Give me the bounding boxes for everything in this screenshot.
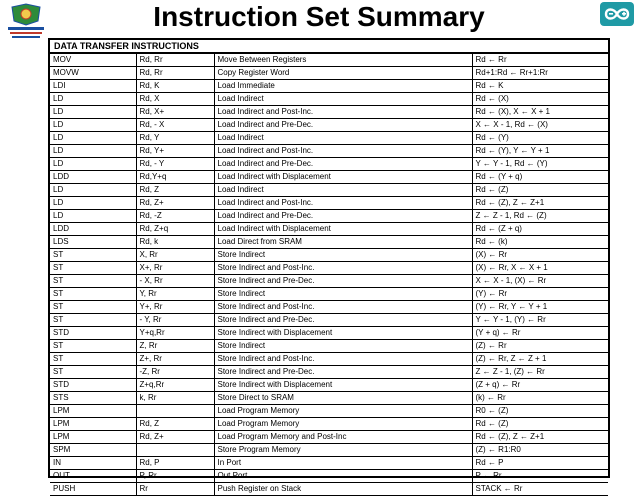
mnemonic-cell: LD — [50, 132, 136, 145]
operation-cell: (Z) ← Rr — [472, 340, 608, 353]
table-row — [50, 249, 608, 262]
mnemonic-cell: LD — [50, 184, 136, 197]
operation-cell: Rd ← Rr — [472, 54, 608, 67]
operation-cell: Z ← Z - 1, (Z) ← Rr — [472, 366, 608, 379]
operands-cell: - Y, Rr — [136, 314, 214, 327]
description-cell: Load Indirect with Displacement — [214, 171, 472, 184]
operation-cell: Rd ← (k) — [472, 236, 608, 249]
instruction-rows — [50, 54, 608, 496]
description-cell: Push Register on Stack — [214, 483, 472, 496]
table-row — [50, 392, 608, 405]
operands-cell: P, Rr — [136, 470, 214, 483]
table-row — [50, 80, 608, 93]
table-row — [50, 288, 608, 301]
description-cell: Copy Register Word — [214, 67, 472, 80]
table-row — [50, 197, 608, 210]
mnemonic-cell: LPM — [50, 431, 136, 444]
description-cell: Move Between Registers — [214, 54, 472, 67]
operation-cell: (X) ← Rr, X ← X + 1 — [472, 262, 608, 275]
mnemonic-cell: ST — [50, 275, 136, 288]
description-cell: Store Direct to SRAM — [214, 392, 472, 405]
operands-cell: X+, Rr — [136, 262, 214, 275]
operands-cell: Rd, X — [136, 93, 214, 106]
operation-cell: (k) ← Rr — [472, 392, 608, 405]
table-row — [50, 223, 608, 236]
operation-cell: R0 ← (Z) — [472, 405, 608, 418]
mnemonic-cell: ST — [50, 353, 136, 366]
mnemonic-cell: LD — [50, 93, 136, 106]
description-cell: Load Indirect — [214, 132, 472, 145]
mnemonic-cell: ST — [50, 301, 136, 314]
operation-cell: Rd ← P — [472, 457, 608, 470]
operands-cell: Rd, Z+q — [136, 223, 214, 236]
operands-cell: Rr — [136, 483, 214, 496]
table-row — [50, 379, 608, 392]
operation-cell: (Z + q) ← Rr — [472, 379, 608, 392]
operation-cell: Y ← Y - 1, Rd ← (Y) — [472, 158, 608, 171]
mnemonic-cell: IN — [50, 457, 136, 470]
operands-cell — [136, 405, 214, 418]
operation-cell: Rd+1:Rd ← Rr+1:Rr — [472, 67, 608, 80]
mnemonic-cell: PUSH — [50, 483, 136, 496]
mnemonic-cell: ST — [50, 288, 136, 301]
description-cell: Store Indirect and Pre-Dec. — [214, 314, 472, 327]
description-cell: Load Immediate — [214, 80, 472, 93]
operands-cell: Rd, P — [136, 457, 214, 470]
table-row — [50, 340, 608, 353]
table-row — [50, 301, 608, 314]
mnemonic-cell: LDD — [50, 223, 136, 236]
operation-cell: (Y + q) ← Rr — [472, 327, 608, 340]
operands-cell: Rd, Z — [136, 418, 214, 431]
operation-cell: Rd ← (X) — [472, 93, 608, 106]
table-row — [50, 171, 608, 184]
table-row — [50, 67, 608, 80]
description-cell: Load Indirect — [214, 93, 472, 106]
description-cell: Store Indirect and Post-Inc. — [214, 301, 472, 314]
mnemonic-cell: STS — [50, 392, 136, 405]
operands-cell: Y+q,Rr — [136, 327, 214, 340]
description-cell: Store Indirect and Post-Inc. — [214, 353, 472, 366]
operation-cell: Z ← Z - 1, Rd ← (Z) — [472, 210, 608, 223]
operands-cell: Rd,Y+q — [136, 171, 214, 184]
table-row — [50, 210, 608, 223]
operation-cell: Rd ← (Y), Y ← Y + 1 — [472, 145, 608, 158]
description-cell: Store Indirect with Displacement — [214, 327, 472, 340]
operands-cell: Rd, Rr — [136, 67, 214, 80]
table-row — [50, 275, 608, 288]
description-cell: Store Indirect and Post-Inc. — [214, 262, 472, 275]
description-cell: Load Indirect and Post-Inc. — [214, 106, 472, 119]
operands-cell: -Z, Rr — [136, 366, 214, 379]
table-row — [50, 158, 608, 171]
operation-cell: Rd ← (Y + q) — [472, 171, 608, 184]
operation-cell: Rd ← (Z) — [472, 418, 608, 431]
operands-cell: Rd, Rr — [136, 54, 214, 67]
mnemonic-cell: LD — [50, 106, 136, 119]
operands-cell: Rd, K — [136, 80, 214, 93]
mnemonic-cell: LD — [50, 119, 136, 132]
operation-cell: P ← Rr — [472, 470, 608, 483]
section-header: DATA TRANSFER INSTRUCTIONS — [50, 40, 608, 53]
table-row — [50, 54, 608, 67]
operation-cell: Y ← Y - 1, (Y) ← Rr — [472, 314, 608, 327]
mnemonic-cell: LD — [50, 210, 136, 223]
description-cell: Store Indirect and Pre-Dec. — [214, 275, 472, 288]
mnemonic-cell: ST — [50, 314, 136, 327]
mnemonic-cell: ST — [50, 340, 136, 353]
mnemonic-cell: OUT — [50, 470, 136, 483]
mnemonic-cell: LD — [50, 145, 136, 158]
operands-cell: Rd, -Z — [136, 210, 214, 223]
operands-cell: X, Rr — [136, 249, 214, 262]
operands-cell: Rd, Y — [136, 132, 214, 145]
mnemonic-cell: ST — [50, 249, 136, 262]
table-row — [50, 405, 608, 418]
operands-cell: Rd, - X — [136, 119, 214, 132]
instruction-table — [48, 38, 610, 493]
mnemonic-cell: STD — [50, 379, 136, 392]
operation-cell: Rd ← (Y) — [472, 132, 608, 145]
table-row — [50, 444, 608, 457]
table-row — [50, 119, 608, 132]
table-row — [50, 431, 608, 444]
operands-cell: Rd, k — [136, 236, 214, 249]
table-row — [50, 353, 608, 366]
operands-cell — [136, 444, 214, 457]
description-cell: Load Direct from SRAM — [214, 236, 472, 249]
operands-cell: Z+, Rr — [136, 353, 214, 366]
operands-cell: Z+q,Rr — [136, 379, 214, 392]
mnemonic-cell: LDD — [50, 171, 136, 184]
description-cell: Load Indirect with Displacement — [214, 223, 472, 236]
mnemonic-cell: MOVW — [50, 67, 136, 80]
table-row — [50, 93, 608, 106]
page-title: Instruction Set Summary — [153, 1, 485, 32]
table-row — [50, 132, 608, 145]
mnemonic-cell: LD — [50, 158, 136, 171]
description-cell: Load Indirect and Post-Inc. — [214, 197, 472, 210]
operation-cell: X ← X - 1, Rd ← (X) — [472, 119, 608, 132]
mnemonic-cell: LD — [50, 197, 136, 210]
table-row — [50, 327, 608, 340]
operation-cell: Rd ← (Z), Z ← Z+1 — [472, 431, 608, 444]
description-cell: Load Program Memory — [214, 405, 472, 418]
operation-cell: Rd ← (X), X ← X + 1 — [472, 106, 608, 119]
operation-cell: (Y) ← Rr, Y ← Y + 1 — [472, 301, 608, 314]
operands-cell: Rd, Z+ — [136, 431, 214, 444]
table-row — [50, 483, 608, 496]
mnemonic-cell: MOV — [50, 54, 136, 67]
mnemonic-cell: LPM — [50, 405, 136, 418]
description-cell: Load Program Memory — [214, 418, 472, 431]
operation-cell: (Z) ← R1:R0 — [472, 444, 608, 457]
operands-cell: Rd, Z+ — [136, 197, 214, 210]
description-cell: Store Indirect and Pre-Dec. — [214, 366, 472, 379]
table-row — [50, 262, 608, 275]
table-row — [50, 314, 608, 327]
mnemonic-cell: LPM — [50, 418, 136, 431]
mnemonic-cell: LDS — [50, 236, 136, 249]
operation-cell: (Y) ← Rr — [472, 288, 608, 301]
infinity-logo-icon — [600, 2, 634, 26]
description-cell: Store Indirect — [214, 340, 472, 353]
operation-cell: Rd ← (Z) — [472, 184, 608, 197]
description-cell: Load Indirect and Pre-Dec. — [214, 119, 472, 132]
operands-cell: Z, Rr — [136, 340, 214, 353]
mnemonic-cell: SPM — [50, 444, 136, 457]
table-row — [50, 366, 608, 379]
operands-cell: k, Rr — [136, 392, 214, 405]
mnemonic-cell: LDI — [50, 80, 136, 93]
table-row — [50, 236, 608, 249]
table-row — [50, 470, 608, 483]
table-row — [50, 457, 608, 470]
table-row — [50, 184, 608, 197]
operation-cell: STACK ← Rr — [472, 483, 608, 496]
operands-cell: Rd, X+ — [136, 106, 214, 119]
description-cell: Store Indirect — [214, 288, 472, 301]
operation-cell: (X) ← Rr — [472, 249, 608, 262]
operation-cell: X ← X - 1, (X) ← Rr — [472, 275, 608, 288]
description-cell: Out Port — [214, 470, 472, 483]
operands-cell: - X, Rr — [136, 275, 214, 288]
operation-cell: (Z) ← Rr, Z ← Z + 1 — [472, 353, 608, 366]
description-cell: Load Indirect and Pre-Dec. — [214, 210, 472, 223]
operation-cell: Rd ← (Z + q) — [472, 223, 608, 236]
table-row — [50, 145, 608, 158]
operation-cell: Rd ← (Z), Z ← Z+1 — [472, 197, 608, 210]
description-cell: Load Program Memory and Post-Inc — [214, 431, 472, 444]
operands-cell: Rd, Y+ — [136, 145, 214, 158]
description-cell: Store Program Memory — [214, 444, 472, 457]
table-row — [50, 106, 608, 119]
description-cell: In Port — [214, 457, 472, 470]
mnemonic-cell: ST — [50, 366, 136, 379]
description-cell: Load Indirect and Post-Inc. — [214, 145, 472, 158]
operands-cell: Rd, - Y — [136, 158, 214, 171]
description-cell: Store Indirect — [214, 249, 472, 262]
operands-cell: Y, Rr — [136, 288, 214, 301]
operation-cell: Rd ← K — [472, 80, 608, 93]
mnemonic-cell: STD — [50, 327, 136, 340]
description-cell: Load Indirect and Pre-Dec. — [214, 158, 472, 171]
description-cell: Store Indirect with Displacement — [214, 379, 472, 392]
operands-cell: Y+, Rr — [136, 301, 214, 314]
mnemonic-cell: ST — [50, 262, 136, 275]
description-cell: Load Indirect — [214, 184, 472, 197]
table-row — [50, 418, 608, 431]
operands-cell: Rd, Z — [136, 184, 214, 197]
